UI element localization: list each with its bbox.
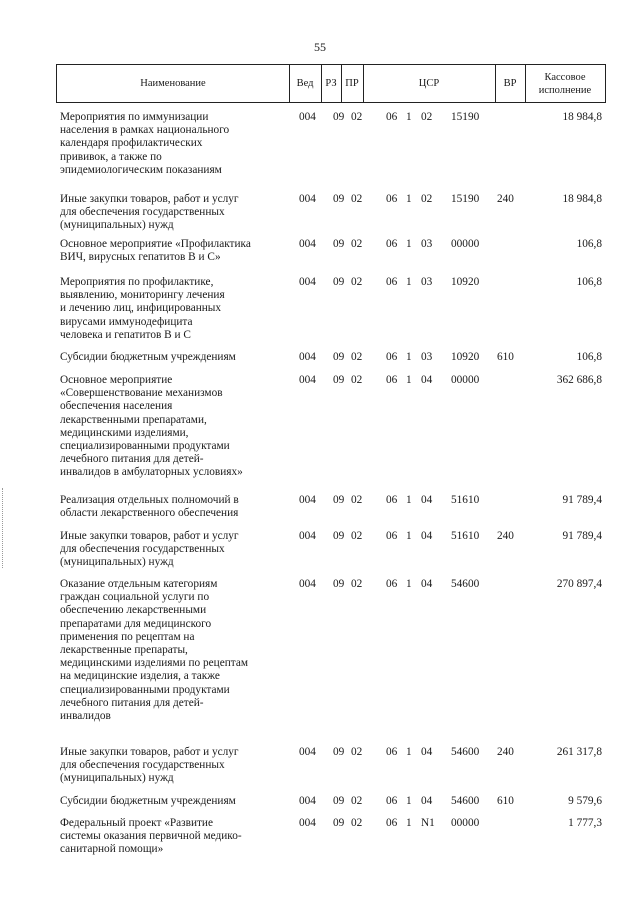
csr-subprogram-cell: 1 bbox=[406, 494, 412, 506]
csr-subprogram-cell: 1 bbox=[406, 817, 412, 829]
row-name-line: (муниципальных) нужд bbox=[60, 772, 174, 785]
csr-subprogram-cell: 1 bbox=[406, 111, 412, 123]
header-amount-line2: исполнение bbox=[538, 84, 592, 96]
ved-cell: 004 bbox=[299, 817, 316, 829]
csr-subprogram-cell: 1 bbox=[406, 193, 412, 205]
csr-event-cell: 04 bbox=[421, 494, 433, 506]
csr-direction-cell: 00000 bbox=[451, 238, 480, 250]
rz-cell: 09 bbox=[333, 111, 345, 123]
amount-cell: 91 789,4 bbox=[562, 494, 602, 506]
row-name-line: инвалидов bbox=[60, 710, 111, 723]
row-name-line: санитарной помощи» bbox=[60, 843, 164, 856]
pr-cell: 02 bbox=[351, 494, 363, 506]
csr-event-cell: 03 bbox=[421, 276, 433, 288]
row-name-line: области лекарственного обеспечения bbox=[60, 507, 239, 520]
row-name-line: граждан социальной услуги по bbox=[60, 591, 210, 604]
row-name-line: на медицинские изделия, а также bbox=[60, 670, 220, 683]
row-name-line: системы оказания первичной медико- bbox=[60, 830, 242, 843]
header-vr: ВР bbox=[503, 78, 517, 89]
row-name bbox=[60, 111, 282, 177]
rz-cell: 09 bbox=[333, 578, 345, 590]
vr-cell: 240 bbox=[497, 530, 514, 542]
rz-cell: 09 bbox=[333, 238, 345, 250]
csr-event-cell: 04 bbox=[421, 795, 433, 807]
row-name-line: лекарственными препаратами, bbox=[60, 413, 207, 426]
row-name bbox=[60, 746, 282, 786]
amount-cell: 106,8 bbox=[576, 351, 602, 363]
csr-event-cell: N1 bbox=[421, 817, 435, 829]
ved-cell: 004 bbox=[299, 351, 316, 363]
rz-cell: 09 bbox=[333, 494, 345, 506]
row-name-line: (муниципальных) нужд bbox=[60, 219, 174, 232]
row-name bbox=[60, 795, 282, 808]
ved-cell: 004 bbox=[299, 494, 316, 506]
header-name: Наименование bbox=[140, 78, 206, 89]
row-name-line: Основное мероприятие bbox=[60, 374, 173, 386]
row-name-line: для обеспечения государственных bbox=[60, 543, 225, 556]
csr-direction-cell: 10920 bbox=[451, 351, 480, 363]
header-amount bbox=[525, 65, 605, 102]
header-csr: ЦСР bbox=[418, 78, 440, 89]
csr-subprogram-cell: 1 bbox=[406, 238, 412, 250]
row-name bbox=[60, 193, 282, 233]
row-name-line: специализированными продуктами bbox=[60, 683, 230, 696]
csr-program-cell: 06 bbox=[386, 374, 398, 386]
row-name-line: эпидемиологическим показаниям bbox=[60, 163, 222, 176]
row-name-line: выявлению, мониторингу лечения bbox=[60, 289, 225, 302]
amount-cell: 270 897,4 bbox=[556, 578, 602, 590]
amount-cell: 1 777,3 bbox=[568, 817, 602, 829]
row-name-line: для обеспечения государственных bbox=[60, 759, 225, 772]
csr-subprogram-cell: 1 bbox=[406, 351, 412, 363]
header-rz: РЗ bbox=[325, 78, 337, 89]
csr-program-cell: 06 bbox=[386, 238, 398, 250]
row-name-line: «Совершенствование механизмов bbox=[60, 387, 223, 400]
pr-cell: 02 bbox=[351, 795, 363, 807]
row-name-line: для обеспечения государственных bbox=[60, 206, 225, 219]
row-name-line: лечебного питания для детей- bbox=[60, 453, 204, 466]
ved-cell: 004 bbox=[299, 795, 316, 807]
row-name-line: медицинскими изделиями по рецептам bbox=[60, 657, 248, 670]
pr-cell: 02 bbox=[351, 530, 363, 542]
pr-cell: 02 bbox=[351, 374, 363, 386]
header-pr: ПР bbox=[345, 78, 359, 89]
row-name-line: Мероприятия по профилактике, bbox=[60, 276, 214, 288]
row-name-line: Иные закупки товаров, работ и услуг bbox=[60, 193, 239, 205]
row-name-line: специализированными продуктами bbox=[60, 440, 230, 453]
row-name-line: Реализация отдельных полномочий в bbox=[60, 494, 239, 506]
row-name-line: Иные закупки товаров, работ и услуг bbox=[60, 530, 239, 542]
row-name-line: Мероприятия по иммунизации bbox=[60, 111, 209, 123]
pr-cell: 02 bbox=[351, 238, 363, 250]
csr-direction-cell: 00000 bbox=[451, 817, 480, 829]
margin-scan-mark bbox=[2, 488, 5, 568]
header-ved: Вед bbox=[296, 78, 314, 89]
pr-cell: 02 bbox=[351, 817, 363, 829]
amount-cell: 106,8 bbox=[576, 238, 602, 250]
csr-subprogram-cell: 1 bbox=[406, 795, 412, 807]
rz-cell: 09 bbox=[333, 276, 345, 288]
csr-program-cell: 06 bbox=[386, 351, 398, 363]
csr-event-cell: 03 bbox=[421, 351, 433, 363]
row-name-line: Федеральный проект «Развитие bbox=[60, 817, 213, 829]
row-name-line: Иные закупки товаров, работ и услуг bbox=[60, 746, 239, 758]
header-amount-line1: Кассовое bbox=[544, 71, 586, 83]
csr-direction-cell: 54600 bbox=[451, 746, 480, 758]
rz-cell: 09 bbox=[333, 746, 345, 758]
csr-event-cell: 04 bbox=[421, 530, 433, 542]
row-name-line: Субсидии бюджетным учреждениям bbox=[60, 795, 236, 807]
csr-program-cell: 06 bbox=[386, 578, 398, 590]
csr-program-cell: 06 bbox=[386, 817, 398, 829]
amount-cell: 91 789,4 bbox=[562, 530, 602, 542]
vr-cell: 610 bbox=[497, 795, 514, 807]
csr-direction-cell: 54600 bbox=[451, 578, 480, 590]
csr-event-cell: 02 bbox=[421, 111, 433, 123]
row-name-line: человека и гепатитов В и С bbox=[60, 328, 191, 341]
vr-cell: 240 bbox=[497, 746, 514, 758]
row-name-line: населения в рамках национального bbox=[60, 124, 230, 137]
csr-direction-cell: 00000 bbox=[451, 374, 480, 386]
vr-cell: 610 bbox=[497, 351, 514, 363]
ved-cell: 004 bbox=[299, 374, 316, 386]
amount-cell: 9 579,6 bbox=[568, 795, 602, 807]
rz-cell: 09 bbox=[333, 795, 345, 807]
row-name-line: лекарственные препараты, bbox=[60, 644, 188, 657]
pr-cell: 02 bbox=[351, 193, 363, 205]
row-name bbox=[60, 530, 282, 570]
row-name-line: инвалидов в амбулаторных условиях» bbox=[60, 466, 243, 479]
row-name-line: Основное мероприятие «Профилактика bbox=[60, 238, 251, 250]
ved-cell: 004 bbox=[299, 276, 316, 288]
row-name-line: медицинскими изделиями, bbox=[60, 426, 189, 439]
csr-subprogram-cell: 1 bbox=[406, 276, 412, 288]
row-name bbox=[60, 351, 282, 364]
ved-cell: 004 bbox=[299, 530, 316, 542]
ved-cell: 004 bbox=[299, 238, 316, 250]
pr-cell: 02 bbox=[351, 746, 363, 758]
csr-subprogram-cell: 1 bbox=[406, 746, 412, 758]
csr-event-cell: 04 bbox=[421, 746, 433, 758]
row-name-line: применения по рецептам на bbox=[60, 630, 195, 643]
row-name-line: Оказание отдельным категориям bbox=[60, 578, 218, 590]
pr-cell: 02 bbox=[351, 111, 363, 123]
row-name bbox=[60, 578, 282, 723]
csr-event-cell: 02 bbox=[421, 193, 433, 205]
page-number: 55 bbox=[314, 40, 326, 54]
ved-cell: 004 bbox=[299, 578, 316, 590]
amount-cell: 261 317,8 bbox=[556, 746, 602, 758]
row-name-line: Субсидии бюджетным учреждениям bbox=[60, 351, 236, 363]
csr-direction-cell: 54600 bbox=[451, 795, 480, 807]
row-name bbox=[60, 494, 282, 520]
csr-event-cell: 04 bbox=[421, 374, 433, 386]
rz-cell: 09 bbox=[333, 817, 345, 829]
amount-cell: 18 984,8 bbox=[562, 111, 602, 123]
csr-event-cell: 03 bbox=[421, 238, 433, 250]
row-name-line: ВИЧ, вирусных гепатитов В и С» bbox=[60, 251, 221, 264]
csr-direction-cell: 10920 bbox=[451, 276, 480, 288]
csr-program-cell: 06 bbox=[386, 111, 398, 123]
csr-direction-cell: 51610 bbox=[451, 530, 480, 542]
ved-cell: 004 bbox=[299, 111, 316, 123]
row-name bbox=[60, 238, 282, 264]
csr-direction-cell: 15190 bbox=[451, 111, 480, 123]
ved-cell: 004 bbox=[299, 746, 316, 758]
row-name-line: вирусами иммунодефицита bbox=[60, 315, 193, 328]
csr-program-cell: 06 bbox=[386, 276, 398, 288]
csr-program-cell: 06 bbox=[386, 193, 398, 205]
rz-cell: 09 bbox=[333, 530, 345, 542]
pr-cell: 02 bbox=[351, 276, 363, 288]
row-name-line: обеспечению лекарственными bbox=[60, 604, 207, 617]
pr-cell: 02 bbox=[351, 351, 363, 363]
row-name-line: календаря профилактических bbox=[60, 137, 203, 150]
row-name-line: обеспечения населения bbox=[60, 400, 173, 413]
csr-subprogram-cell: 1 bbox=[406, 578, 412, 590]
row-name-line: лечебного питания для детей- bbox=[60, 696, 204, 709]
amount-cell: 106,8 bbox=[576, 276, 602, 288]
vr-cell: 240 bbox=[497, 193, 514, 205]
rz-cell: 09 bbox=[333, 193, 345, 205]
csr-subprogram-cell: 1 bbox=[406, 374, 412, 386]
rz-cell: 09 bbox=[333, 374, 345, 386]
row-name bbox=[60, 276, 282, 342]
rz-cell: 09 bbox=[333, 351, 345, 363]
row-name-line: (муниципальных) нужд bbox=[60, 556, 174, 569]
row-name bbox=[60, 374, 282, 480]
row-name-line: препаратами для медицинского bbox=[60, 617, 212, 630]
table-header bbox=[56, 64, 606, 103]
amount-cell: 362 686,8 bbox=[556, 374, 602, 386]
csr-direction-cell: 51610 bbox=[451, 494, 480, 506]
row-name-line: и лечению лиц, инфицированных bbox=[60, 302, 222, 315]
row-name bbox=[60, 817, 282, 857]
csr-program-cell: 06 bbox=[386, 494, 398, 506]
csr-subprogram-cell: 1 bbox=[406, 530, 412, 542]
ved-cell: 004 bbox=[299, 193, 316, 205]
amount-cell: 18 984,8 bbox=[562, 193, 602, 205]
csr-program-cell: 06 bbox=[386, 795, 398, 807]
pr-cell: 02 bbox=[351, 578, 363, 590]
row-name-line: прививок, а также по bbox=[60, 150, 162, 163]
csr-event-cell: 04 bbox=[421, 578, 433, 590]
csr-program-cell: 06 bbox=[386, 530, 398, 542]
csr-program-cell: 06 bbox=[386, 746, 398, 758]
csr-direction-cell: 15190 bbox=[451, 193, 480, 205]
